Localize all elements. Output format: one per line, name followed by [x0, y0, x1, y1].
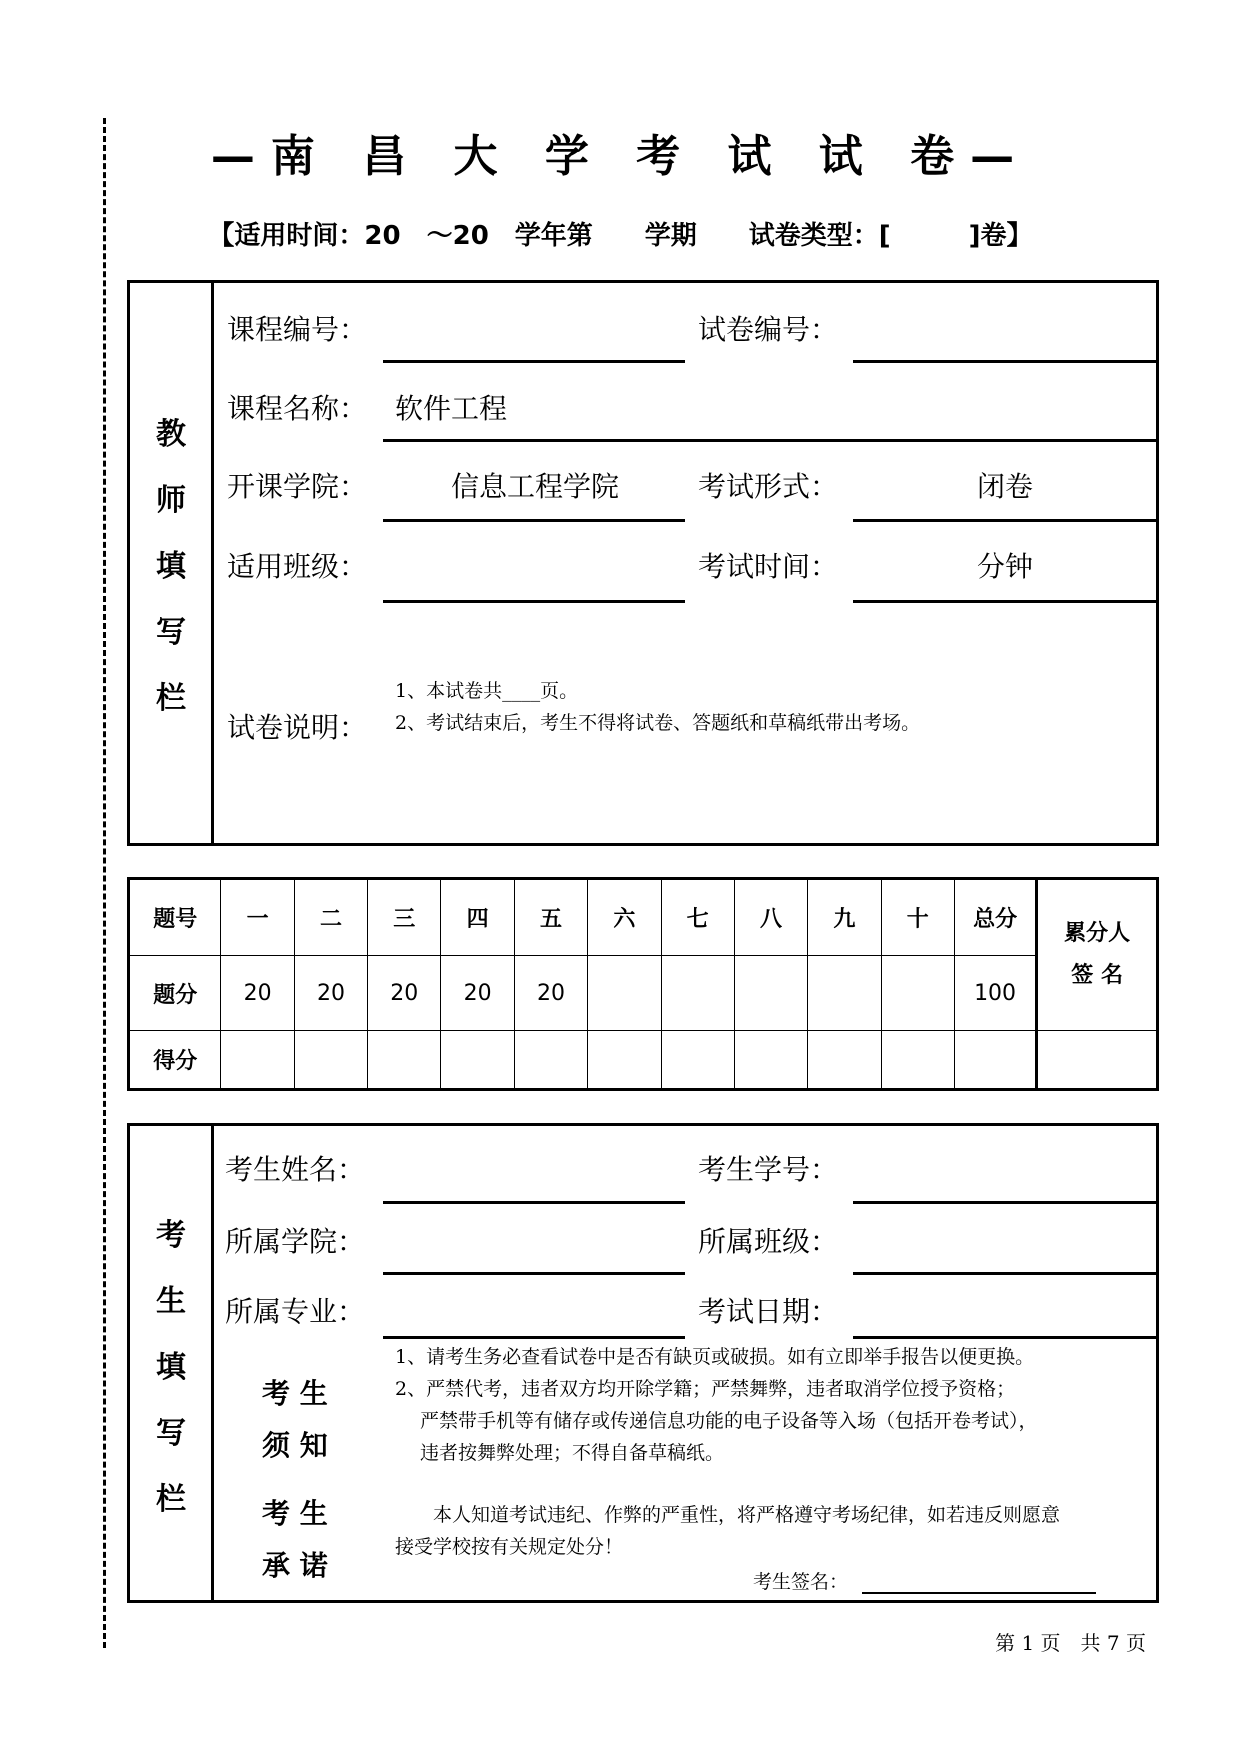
- score-cell[interactable]: [881, 1031, 954, 1090]
- question-no-cell: 七: [661, 879, 734, 956]
- table-row: [129, 1031, 1158, 1090]
- student-name-underline: [383, 1201, 685, 1204]
- note-line: 1、本试卷共____页。: [395, 680, 579, 702]
- exam-form-underline: [853, 519, 1159, 522]
- student-class-label: 所属班级：: [698, 1225, 839, 1258]
- side-char: 栏: [156, 681, 186, 716]
- side-char: 写: [156, 615, 186, 650]
- question-no-cell: 三: [368, 879, 441, 956]
- class-underline: [383, 600, 685, 603]
- notice-line: 1、请考生务必查看试卷中是否有缺页或破损。如有立即举手报告以便更换。: [395, 1346, 1035, 1368]
- points-cell: [808, 956, 881, 1031]
- score-cell[interactable]: [588, 1031, 661, 1090]
- exam-time-underline: [853, 600, 1159, 603]
- signer-label-line: 累分人: [1064, 921, 1131, 947]
- side-char: 填: [156, 549, 186, 584]
- pledge-label-line: 考 生: [262, 1497, 328, 1530]
- teacher-section-divider: [211, 280, 214, 846]
- student-id-label: 考生学号：: [698, 1153, 839, 1186]
- score-cell[interactable]: [734, 1031, 807, 1090]
- course-no-label: 课程编号：: [227, 313, 368, 346]
- student-major-underline: [383, 1336, 685, 1339]
- exam-time-field[interactable]: 分钟: [976, 550, 1033, 583]
- notice-line: 严禁带手机等有储存或传递信息功能的电子设备等入场（包括开卷考试），: [395, 1410, 1038, 1432]
- pledge-label: [262, 1488, 328, 1592]
- class-label: 适用班级：: [227, 550, 368, 583]
- course-no-underline: [383, 360, 685, 363]
- pledge-line: 接受学校按有关规定处分！: [395, 1536, 624, 1558]
- student-side-label: [141, 1203, 201, 1533]
- student-id-underline: [853, 1201, 1159, 1204]
- student-section-divider: [211, 1123, 214, 1603]
- notice-label-line: 须 知: [262, 1429, 328, 1462]
- signature-label: 考生签名：: [753, 1571, 849, 1593]
- paper-notes-label: 试卷说明：: [227, 711, 368, 744]
- score-table: [127, 877, 1159, 1091]
- table-row: [129, 956, 1158, 1031]
- course-name-underline: [383, 439, 1159, 442]
- question-no-cell: 四: [441, 879, 514, 956]
- exam-date-underline: [853, 1336, 1159, 1339]
- paper-notes: [395, 675, 920, 739]
- student-class-underline: [853, 1272, 1159, 1275]
- course-name-field[interactable]: 软件工程: [395, 392, 508, 425]
- signer-label-cell: [1037, 879, 1158, 1031]
- student-college-label: 所属学院：: [225, 1225, 366, 1258]
- table-row: [129, 879, 1158, 956]
- side-char: 师: [156, 483, 186, 518]
- student-major-label: 所属专业：: [225, 1295, 366, 1328]
- teacher-side-label: [141, 402, 201, 732]
- question-no-cell: 五: [514, 879, 587, 956]
- signer-label-line: 签 名: [1071, 963, 1123, 989]
- student-college-underline: [383, 1272, 685, 1275]
- signer-signature-cell[interactable]: [1037, 1031, 1158, 1090]
- score-cell[interactable]: [514, 1031, 587, 1090]
- question-no-cell: 八: [734, 879, 807, 956]
- notice-label-line: 考 生: [262, 1377, 328, 1410]
- student-pledge: [395, 1499, 1060, 1563]
- notice-line: 违者按舞弊处理；不得自备草稿纸。: [395, 1442, 725, 1464]
- side-char: 写: [156, 1416, 186, 1451]
- page-footer: 第 1 页 共 7 页: [995, 1631, 1146, 1655]
- row-label-score: 得分: [129, 1031, 221, 1090]
- points-cell: 20: [441, 956, 514, 1031]
- college-underline: [383, 519, 685, 522]
- notice-label: [262, 1368, 328, 1472]
- question-no-cell: 一: [221, 879, 294, 956]
- question-no-cell: 二: [294, 879, 367, 956]
- score-cell[interactable]: [954, 1031, 1036, 1090]
- pledge-label-line: 承 诺: [262, 1549, 328, 1582]
- note-line: 2、考试结束后，考生不得将试卷、答题纸和草稿纸带出考场。: [395, 712, 921, 734]
- paper-no-underline: [853, 360, 1159, 363]
- question-no-cell: 总分: [954, 879, 1036, 956]
- points-cell: 20: [294, 956, 367, 1031]
- score-cell[interactable]: [441, 1031, 514, 1090]
- student-name-label: 考生姓名：: [225, 1153, 366, 1186]
- score-cell[interactable]: [368, 1031, 441, 1090]
- points-cell: 100: [954, 956, 1036, 1031]
- side-char: 教: [156, 417, 186, 452]
- question-no-cell: 九: [808, 879, 881, 956]
- row-label-question-no: 题号: [129, 879, 221, 956]
- signature-underline: [862, 1592, 1096, 1594]
- side-char: 栏: [156, 1482, 186, 1517]
- points-cell: [734, 956, 807, 1031]
- question-no-cell: 十: [881, 879, 954, 956]
- score-cell[interactable]: [808, 1031, 881, 1090]
- side-char: 考: [156, 1218, 186, 1253]
- points-cell: [881, 956, 954, 1031]
- points-cell: 20: [514, 956, 587, 1031]
- question-no-cell: 六: [588, 879, 661, 956]
- score-cell[interactable]: [221, 1031, 294, 1090]
- exam-time-label: 考试时间：: [698, 550, 839, 583]
- exam-notice: [395, 1341, 1038, 1469]
- course-name-label: 课程名称：: [227, 392, 368, 425]
- college-label: 开课学院：: [227, 470, 368, 503]
- notice-line: 2、严禁代考，违者双方均开除学籍；严禁舞弊，违者取消学位授予资格；: [395, 1378, 1016, 1400]
- points-cell: [661, 956, 734, 1031]
- side-char: 填: [156, 1350, 186, 1385]
- row-label-points: 题分: [129, 956, 221, 1031]
- binding-dashed-line: [103, 118, 106, 1648]
- points-cell: [588, 956, 661, 1031]
- side-char: 生: [156, 1284, 186, 1319]
- exam-form-label: 考试形式：: [698, 470, 839, 503]
- exam-title: —南 昌 大 学 考 试 试 卷—: [210, 131, 1031, 182]
- points-cell: 20: [368, 956, 441, 1031]
- exam-date-label: 考试日期：: [698, 1295, 839, 1328]
- score-cell[interactable]: [661, 1031, 734, 1090]
- exam-subtitle: 【适用时间：20 ～20 学年第 学期 试卷类型：[ ]卷】: [208, 221, 1033, 251]
- exam-form-field[interactable]: 闭卷: [976, 470, 1033, 503]
- pledge-line: 本人知道考试违纪、作弊的严重性，将严格遵守考场纪律，如若违反则愿意: [395, 1504, 1061, 1526]
- points-cell: 20: [221, 956, 294, 1031]
- college-field[interactable]: 信息工程学院: [450, 470, 619, 503]
- score-cell[interactable]: [294, 1031, 367, 1090]
- paper-no-label: 试卷编号：: [698, 313, 839, 346]
